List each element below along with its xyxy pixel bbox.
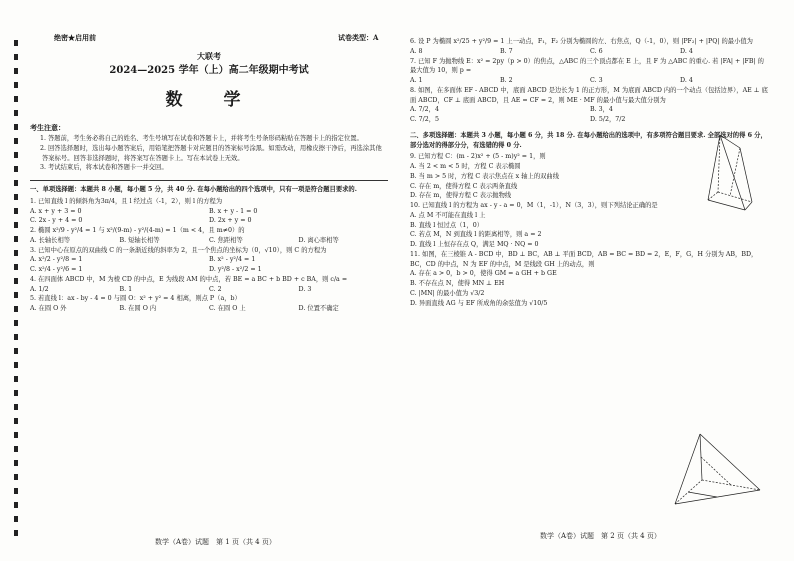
answer-option: C. 在圆 O 上 bbox=[209, 305, 246, 313]
divider bbox=[30, 180, 388, 181]
answer-options bbox=[30, 207, 388, 227]
answer-option: D. 存在 m，使得方程 C 表示抛物线 bbox=[410, 192, 512, 200]
answer-option: B. 短轴长相等 bbox=[119, 236, 160, 244]
binding-line bbox=[14, 40, 18, 540]
answer-option: B. 不存在点 N，使得 MN ⊥ EH bbox=[410, 280, 505, 287]
question-stem: 2. 椭圆 x²/9 - y²/4 = 1 与 x²/(9-m) - y²/(4-m) = 1（m < 4，且 m≠0）的 bbox=[30, 227, 245, 235]
answer-options bbox=[410, 269, 770, 308]
question bbox=[410, 86, 770, 125]
answer-option: C. 2x - y + 4 = 0 bbox=[30, 217, 83, 225]
question-list bbox=[30, 197, 388, 314]
answer-options bbox=[410, 47, 770, 57]
answer-option: B. 7 bbox=[500, 47, 513, 55]
question bbox=[410, 57, 770, 86]
question bbox=[410, 250, 770, 309]
answer-option: C. x²/4 - y²/6 = 1 bbox=[30, 266, 83, 274]
answer-option: D. 位置不确定 bbox=[298, 305, 339, 313]
answer-option: B. 2 bbox=[500, 77, 513, 84]
answer-option: C. 存在 m，使得方程 C 表示两条直线 bbox=[410, 182, 518, 190]
answer-option: C. 6 bbox=[590, 47, 603, 55]
answer-option: B. 3，4 bbox=[590, 106, 613, 114]
section-heading: 一、单项选择题：本题共 8 小题，每小题 5 分，共 40 分. 在每小题给出的四个选项中，只有一项是符合题目要求的. bbox=[30, 186, 357, 194]
subject-title: 数 学 bbox=[165, 89, 253, 110]
answer-options bbox=[30, 304, 388, 314]
question bbox=[30, 197, 388, 226]
question-stem: 5. 若直线 l：ax - by - 4 = 0 与圆 O：x² + y² = 4 相离，则点 P（a，b） bbox=[30, 295, 241, 303]
exam-name: 2024—2025 学年（上）高二年级期中考试 bbox=[109, 65, 309, 77]
answer-option: A. 长轴长相等 bbox=[30, 236, 71, 244]
notice-item: 2. 回答选择题时，选出每小题答案后，用铅笔把答题卡对应题目的答案标号涂黑。如需改动，用橡皮擦干净后，再选涂其他答案标号。回答非选择题时，将答案写在答题卡上。写在本试卷上无效。 bbox=[40, 144, 382, 162]
question-stem: 9. 已知方程 C：(m - 2)x² + (5 - m)y² = 1，则 bbox=[410, 153, 546, 161]
answer-option: D. 2x + y = 0 bbox=[209, 217, 252, 225]
answer-option: D. 4 bbox=[680, 47, 693, 55]
polyhedron-figure bbox=[700, 130, 760, 225]
answer-option: D. 异面直线 AG 与 EF 所成角的余弦值为 √10/5 bbox=[410, 299, 548, 307]
answer-options bbox=[410, 105, 770, 125]
pyramid-figure bbox=[670, 430, 770, 510]
question-stem: 10. 已知直线 l 的方程为 ax - y - a = 0，M（1，-1），N（3，3），则下列结论正确的是 bbox=[410, 202, 658, 209]
question-stem: 4. 在四面体 ABCD 中，M 为棱 CD 的中点，E 为线段 AM 的中点，若 BE = a BC + b BD + c BA，则 c/a = bbox=[30, 275, 348, 283]
section-heading: 二、多项选择题：本题共 3 小题，每小题 6 分，共 18 分. 在每小题给出的选项中，有多项符合题目要求. 全部选对的得 6 分，部分选对的得部分分，有选错的得 0 分. bbox=[410, 131, 767, 149]
answer-option: D. 直线 l 上恒存在点 Q，满足 MQ · NQ = 0 bbox=[410, 241, 539, 248]
question-stem: 7. 已知 F 为抛物线 E：x² = 2py（p > 0）的焦点，△ABC 的三个顶点都在 E 上，且 F 为 △ABC 的重心. 若 |FA| + |FB| 的最大值为 10，则 p = bbox=[410, 57, 764, 75]
question-stem: 11. 如图，在三棱锥 A - BCD 中，BD ⊥ BC，AB ⊥ 平面 BCD，AB = BC = BD = 2，E，F，G，H 分别为 AB，BD，BC，CD 的中点，N 为 EF 的中点，M 是线段 GH 上的动点，则 bbox=[410, 250, 758, 268]
answer-option: B. x² - y²/4 = 1 bbox=[209, 256, 256, 264]
answer-option: B. 直线 l 恒过点（1，0） bbox=[410, 221, 484, 229]
answer-option: B. 在圆 O 内 bbox=[119, 305, 157, 313]
answer-option: B. 1 bbox=[119, 285, 133, 293]
answer-option: A. 存在 a > 0，b > 0，使得 GM = a GH + b GE bbox=[410, 270, 557, 278]
question-list bbox=[410, 37, 770, 125]
notice-box bbox=[30, 123, 388, 173]
answer-option: C. 若点 M，N 到直线 l 的距离相等，则 a = 2 bbox=[410, 231, 542, 239]
answer-option: A. 7/2，4 bbox=[410, 106, 439, 114]
answer-option: C. 7/2，5 bbox=[410, 116, 440, 123]
answer-option: A. 1 bbox=[410, 77, 423, 84]
question-stem: 3. 已知中心在原点的双曲线 C 的一条渐近线的斜率为 2，且一个焦点的坐标为（0，√10），则 C 的方程为 bbox=[30, 246, 327, 254]
question-stem: 6. 设 P 为椭圆 x²/25 + y²/9 = 1 上一动点，F₁，F₂ 分别为椭圆的左、右焦点，Q（-1，0），则 |PF₂| + |PQ| 的最小值为 bbox=[410, 38, 753, 45]
page-footer: 数学（A卷）试题 第 1 页（共 4 页） bbox=[155, 538, 276, 546]
answer-option: C. |MN| 的最小值为 √3/2 bbox=[410, 289, 485, 297]
answer-option: A. 点 M 不可能在直线 l 上 bbox=[410, 211, 486, 219]
question bbox=[30, 275, 388, 295]
answer-option: D. 4 bbox=[680, 77, 693, 84]
notice-item: 1. 答题前，考生务必将自己的姓名、考生号填写在试卷和答题卡上，并将考生号条形码粘贴在答题卡上的指定位置。 bbox=[40, 135, 363, 143]
answer-option: D. 3 bbox=[298, 285, 312, 293]
answer-option: B. 当 m > 5 时，方程 C 表示焦点在 x 轴上的双曲线 bbox=[410, 172, 560, 180]
answer-option: D. y²/8 - x²/2 = 1 bbox=[209, 266, 262, 274]
answer-option: D. 5/2，7/2 bbox=[590, 116, 626, 123]
notice-heading: 考生注意： bbox=[30, 123, 65, 133]
answer-option: B. x + y - 1 = 0 bbox=[209, 207, 258, 215]
answer-option: A. 1/2 bbox=[30, 285, 49, 293]
notice-item: 3. 考试结束后，将本试卷和答题卡一并交回。 bbox=[40, 164, 168, 172]
question-stem: 1. 已知直线 l 的倾斜角为3π/4，且 l 经过点（-1，2），则 l 的方程为 bbox=[30, 197, 223, 205]
page-footer: 数学（A卷）试题 第 2 页（共 4 页） bbox=[540, 532, 661, 540]
answer-option: A. x + y + 3 = 0 bbox=[30, 207, 82, 215]
answer-options bbox=[410, 76, 770, 86]
answer-options bbox=[30, 236, 388, 246]
page-1 bbox=[30, 30, 388, 314]
question bbox=[30, 226, 388, 246]
answer-option: C. 2 bbox=[209, 285, 222, 293]
answer-option: D. 离心率相等 bbox=[298, 236, 339, 244]
question bbox=[30, 294, 388, 314]
answer-options bbox=[30, 255, 388, 275]
answer-option: A. 当 2 < m < 5 时，方程 C 表示椭圆 bbox=[410, 163, 521, 170]
question bbox=[30, 246, 388, 275]
answer-options bbox=[30, 285, 388, 295]
exam-organizer: 大联考 bbox=[197, 51, 221, 61]
answer-option: C. 3 bbox=[590, 77, 603, 84]
answer-option: C. 焦距相等 bbox=[209, 236, 243, 244]
confidential-mark: 绝密★启用前 bbox=[54, 33, 96, 42]
question-stem: 8. 如图，在多面体 EF - ABCD 中，底面 ABCD 是边长为 1 的正方形，M 为底面 ABCD 内的一个动点（包括边界），AE ⊥ 底面 ABCD，CF ⊥ 底面 ABCD，且 AE = CF = 2，则 ME · MF 的最小值与最大值分别为 bbox=[410, 86, 768, 104]
question bbox=[410, 37, 770, 57]
answer-option: A. 在圆 O 外 bbox=[30, 305, 67, 313]
answer-option: A. 8 bbox=[410, 47, 423, 55]
paper-type: 试卷类型：A bbox=[338, 33, 379, 42]
answer-option: A. x²/2 - y²/8 = 1 bbox=[30, 256, 83, 264]
